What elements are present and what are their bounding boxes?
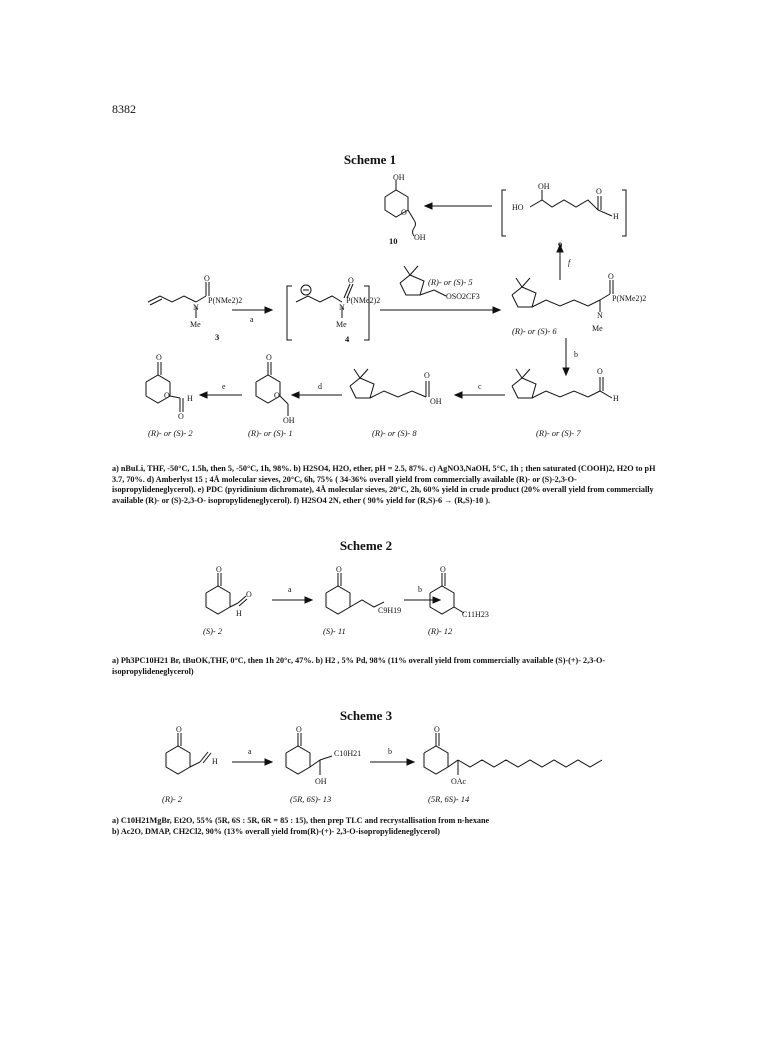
s3-compound-2-structure	[166, 733, 211, 774]
s2-compound-11-label: (S)- 11	[323, 626, 346, 636]
c6-me-label: Me	[592, 324, 603, 333]
s3-compound-14-label: (5R, 6S)- 14	[428, 794, 470, 804]
s2-compound-12-label: (R)- 12	[428, 626, 453, 636]
s3-compound-13-label: (5R, 6S)- 13	[290, 794, 332, 804]
s2-compound-2-label: (S)- 2	[203, 626, 223, 636]
c6-n-label: N	[597, 311, 603, 320]
c4-me-label: Me	[336, 320, 347, 329]
s2-compound-12-structure	[430, 573, 464, 614]
compound-6-label: (R)- or (S)- 6	[512, 326, 557, 336]
step-d-label: d	[318, 382, 322, 391]
c10-oh-label: OH	[393, 173, 405, 182]
c1-oh-label: OH	[283, 416, 295, 425]
compound-4-label: 4	[345, 334, 350, 344]
scheme3-title: Scheme 3	[339, 708, 393, 723]
c3-me-label: Me	[190, 320, 201, 329]
step-c-label: c	[478, 382, 482, 391]
compound-7-label: (R)- or (S)- 7	[536, 428, 581, 438]
compound-9-structure	[502, 190, 626, 236]
scheme1-title: Scheme 1	[343, 152, 397, 167]
scheme3-conditions-a: a) C10H21MgBr, Et2O, 55% (5R, 6S : 5R, 6R = 85 : 15), then prep TLC and recrystallisation from n-hexane	[112, 816, 490, 825]
compound-10-label: 10	[389, 236, 398, 246]
c2-ring-o-label: O	[164, 391, 170, 400]
s3-c14-oac-label: OAc	[451, 777, 467, 786]
c2-cho-o-label: O	[178, 412, 184, 421]
compound-6-structure	[512, 278, 613, 312]
c9-ho-label: HO	[512, 203, 524, 212]
s2-compound-11-structure	[326, 573, 384, 614]
s2-compound-2-structure	[206, 573, 247, 614]
scheme1-conditions: a) nBuLi, THF, -50°C, 1.5h, then 5, -50°C, 1h, 98%. b) H2SO4, H2O, ether, pH = 2.5, 87%. c) AgNO3,NaOH, 5°C, 1h ; then saturated (COOH)2, H2O to pH 3.7, 70%. d) Amberlyst 15 ; 4Å molecular sieves, 20°C, 6h, 75% ( 34-36% overall yield from commercially available (R)- or (S)-2,3-O- isopropylideneglycerol). e) PDC (pyridinium dichromate), 4Å molecular sieves, 20°C, 2h, 60% yield in crude product (20% overall yield from commercially available (R)- or (S)-2,3-O- isopropylideneglycerol). f) H2SO4 2N, ether ( 90% yield for (R,S)-6 → (R,S)-10 ).	[112, 464, 656, 505]
s3-compound-13-structure	[286, 733, 332, 775]
s3-c13-oh-label: OH	[315, 777, 327, 786]
compound-8-label: (R)- or (S)- 8	[372, 428, 417, 438]
c9-o-label: O	[596, 187, 602, 196]
s2-c11-chain-label: C9H19	[378, 606, 402, 615]
s2-c12-o-label: O	[440, 565, 446, 574]
s3-c14-o-label: O	[434, 725, 440, 734]
compound-3-structure	[148, 282, 209, 318]
s2-step-b-label: b	[418, 585, 422, 594]
s2-step-a-label: a	[288, 585, 292, 594]
c7-o-label: O	[597, 367, 603, 376]
compound-2-structure	[146, 362, 183, 412]
s3-compound-2-label: (R)- 2	[162, 794, 183, 804]
s3-c13-o-label: O	[296, 725, 302, 734]
compound-2-label: (R)- or (S)- 2	[148, 428, 193, 438]
c10-ch2oh-label: OH	[414, 233, 426, 242]
step-e-label: e	[222, 382, 226, 391]
s3-c2-h-label: H	[212, 757, 218, 766]
c10-ring-o-label: O	[401, 208, 407, 217]
c8-oh-label: OH	[430, 397, 442, 406]
compound-4-structure	[287, 284, 369, 340]
s2-c2-h-label: H	[236, 609, 242, 618]
s2-c2-o-label: O	[216, 565, 222, 574]
c7-h-label: H	[613, 394, 619, 403]
compound-1-label: (R)- or (S)- 1	[248, 428, 293, 438]
c6-o-label: O	[608, 272, 614, 281]
c6-pnme2-label: P(NMe2)2	[612, 294, 647, 303]
s2-c2-cho-o-label: O	[246, 590, 252, 599]
s3-compound-14-structure	[424, 733, 602, 775]
c3-n-label: N	[193, 303, 199, 312]
page-number: 8382	[112, 102, 136, 116]
s3-step-a-label: a	[248, 747, 252, 756]
c2-h-label: H	[187, 394, 193, 403]
compound-3-label: 3	[215, 332, 220, 342]
compound-8-structure	[350, 369, 429, 398]
scheme3-conditions-b: b) Ac2O, DMAP, CH2Cl2, 90% (13% overall yield from(R)-(+)- 2,3-O-isopropylideneglycerol)	[112, 827, 440, 836]
c4-n-label: N	[339, 303, 345, 312]
step-b-label: b	[574, 350, 578, 359]
scheme2-title: Scheme 2	[339, 538, 393, 553]
s3-c13-chain-label: C10H21	[334, 749, 362, 758]
compound-9-label: 9	[558, 240, 563, 250]
s2-c12-chain-label: C11H23	[462, 610, 489, 619]
c1-o-label: O	[266, 353, 272, 362]
compound-1-structure	[256, 362, 288, 416]
c3-o-label: O	[204, 274, 210, 283]
step-a-label: a	[250, 315, 254, 324]
c8-o-label: O	[424, 371, 430, 380]
step-f-label: f	[568, 258, 571, 267]
c4-o-label: O	[348, 276, 354, 285]
s3-step-b-label: b	[388, 747, 392, 756]
c2-o-label: O	[156, 353, 162, 362]
scheme2-conditions: a) Ph3PC10H21 Br, tBuOK,THF, 0°C, then 1h 20°c, 47%. b) H2 , 5% Pd, 98% (11% overall yield from commercially available (S)-(+)- 2,3-O-isopropylideneglycerol)	[112, 656, 606, 676]
c1-ring-o-label: O	[274, 391, 280, 400]
c4-pnme2-label: P(NMe2)2	[346, 296, 381, 305]
s3-c2-o-label: O	[176, 725, 182, 734]
c3-pnme2-label: P(NMe2)2	[208, 296, 243, 305]
reagent-5-label: (R)- or (S)- 5	[428, 277, 473, 287]
reagent-5-otf-label: OSO2CF3	[446, 292, 480, 301]
s2-c11-o-label: O	[336, 565, 342, 574]
c9-h-label: H	[613, 212, 619, 221]
c9-oh-label: OH	[538, 182, 550, 191]
